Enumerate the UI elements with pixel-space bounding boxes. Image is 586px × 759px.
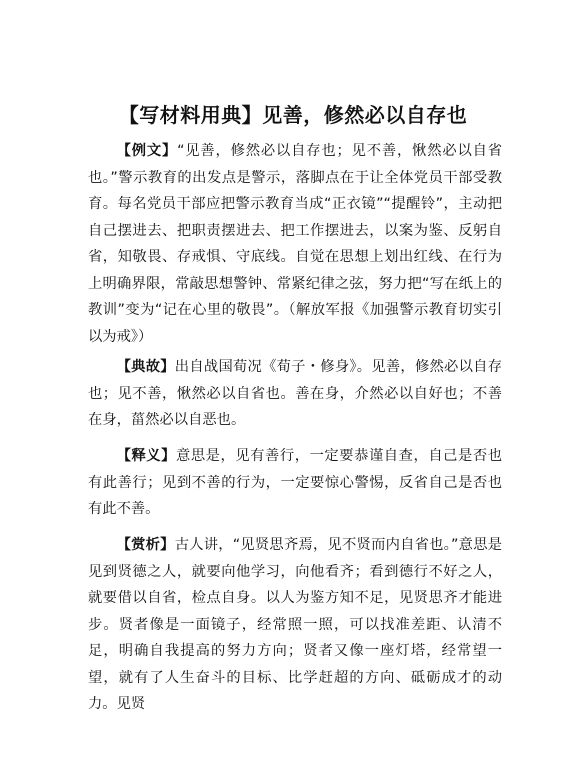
paragraph-example <box>88 138 502 350</box>
paragraph-allusion <box>88 354 502 434</box>
paragraph-tag: 【典故】 <box>116 359 175 375</box>
paragraph-text: “见善，修然必以自存也；见不善，愀然必以自省也。”警示教育的出发点是警示，落脚点在于让全体党员干部受教育。每名党员干部应把警示教育当成“正衣镜”“提醒铃”，主动把自己摆进去、把职责摆进去、把工作摆进去，以案为鉴、反躬自省，知敬畏、存戒惧、守底线。自觉在思想上划出红线、在行为上明确界限，常敲思想警钟、常紧纪律之弦，努力把“写在纸上的教训”变为“记在心里的敬畏”。（解放军报《加强警示教育切实引以为戒》） <box>88 143 503 345</box>
paragraph-tag: 【释义】 <box>116 448 176 464</box>
paragraph-text: 意思是，见有善行，一定要恭谨自查，自己是否也有此善行；见到不善的行为，一定要惊心警惕，反省自己是否也有此不善。 <box>88 448 503 517</box>
paragraph-text: 出自战国荀况《荀子・修身》。见善，修然必以自存也；见不善，愀然必以自省也。善在身，介然必以自好也；不善在身，菑然必以自恶也。 <box>88 359 502 428</box>
paragraph-text: 古人讲，“见贤思齐焉，见不贤而内自省也。”意思是见到贤德之人，就要向他学习，向他看齐；看到德行不好之人，就要借以自省，检点自身。以人为鉴方知不足，见贤思齐才能进步。贤者像是一面镜子，经常照一照，可以找准差距、认清不足，明确自我提高的努力方向；贤者又像一座灯塔，经常望一望，就有了人生奋斗的目标、比学赶超的方向、砥砺成才的动力。见贤 <box>88 537 503 712</box>
paragraph-interpretation <box>88 443 502 523</box>
document-title: 【写材料用典】见善，修然必以自存也 <box>118 103 468 127</box>
paragraph-tag: 【赏析】 <box>116 537 175 553</box>
paragraph-appreciation <box>88 532 502 718</box>
paragraph-tag: 【例文】 <box>116 143 178 159</box>
